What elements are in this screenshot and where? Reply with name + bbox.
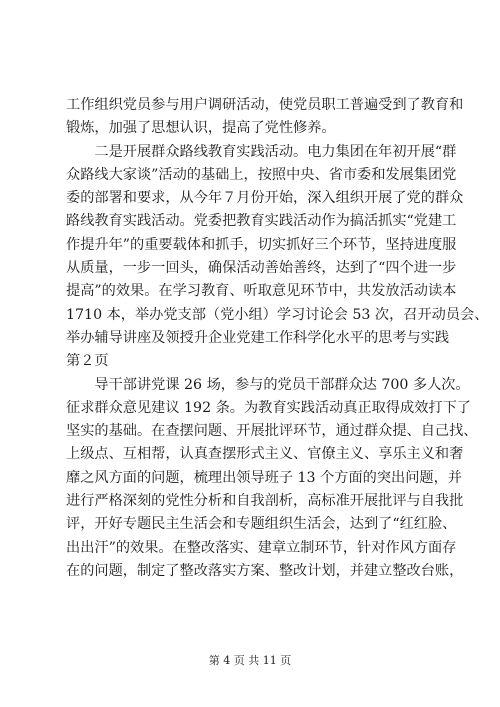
text-line: 出出汗”的效果。在整改落实、建章立制环节，针对作风方面存 (66, 539, 457, 556)
text-line: 作提升年”的重要载体和抓手，切实抓好三个环节，坚持进度服 (66, 236, 457, 253)
text-line: 锻炼，加强了思想认识，提高了党性修养。 (66, 120, 336, 137)
text-line: 众路线大家谈”活动的基础上，按照中央、省市委和发展集团党 (66, 166, 457, 183)
text-line: 委的部署和要求，从今年７月份开始，深入组织开展了党的群众 (66, 190, 464, 207)
text-line: 举办辅导讲座及领授升企业党建工作科学化水平的思考与实践 (66, 329, 450, 346)
body-text (66, 94, 489, 583)
page-footer: 第 4 页 共 11 页 (208, 654, 292, 667)
text-line: 二是开展群众路线教育实践活动。电力集团在年初开展“群 (66, 143, 457, 160)
text-line: 路线教育实践活动。党委把教育实践活动作为搞活抓实“党建工 (66, 213, 457, 230)
text-line: 上级点、互相帮，认真查摆形式主义、官僚主义、享乐主义和奢 (66, 446, 464, 463)
text-line: 进行严格深刻的党性分析和自我剖析，高标准开展批评与自我批 (66, 493, 464, 510)
text-line: 从质量，一步一回头，确保活动善始善终，达到了“四个进一步 (66, 260, 457, 277)
text-line: 在的问题，制定了整改落实方案、整改计划，并建立整改台账， (66, 562, 464, 579)
text-line: 导干部讲党课 26 场，参与的党员干部群众达 700 多人次。 (66, 376, 470, 393)
text-line: 评，开好专题民主生活会和专题组织生活会，达到了“红红脸、 (66, 516, 457, 533)
text-line: 第２页 (66, 353, 109, 370)
text-line: 坚实的基础。在查摆问题、开展批评环节，通过群众提、自己找、 (66, 423, 478, 440)
text-line: 1710 本，举办党支部（党小组）学习讨论会 53 次，召开动员会、 (66, 306, 489, 323)
text-line: 征求群众意见建议 192 条。为教育实践活动真正取得成效打下了 (66, 399, 471, 416)
text-line: 靡之风方面的问题，梳理出领导班子 13 个方面的突出问题，并 (66, 469, 462, 486)
text-line: 提高”的效果。在学习教育、听取意见环节中，共发放活动读本 (66, 283, 457, 300)
text-line: 工作组织党员参与用户调研活动，使党员职工普遍受到了教育和 (66, 97, 464, 113)
